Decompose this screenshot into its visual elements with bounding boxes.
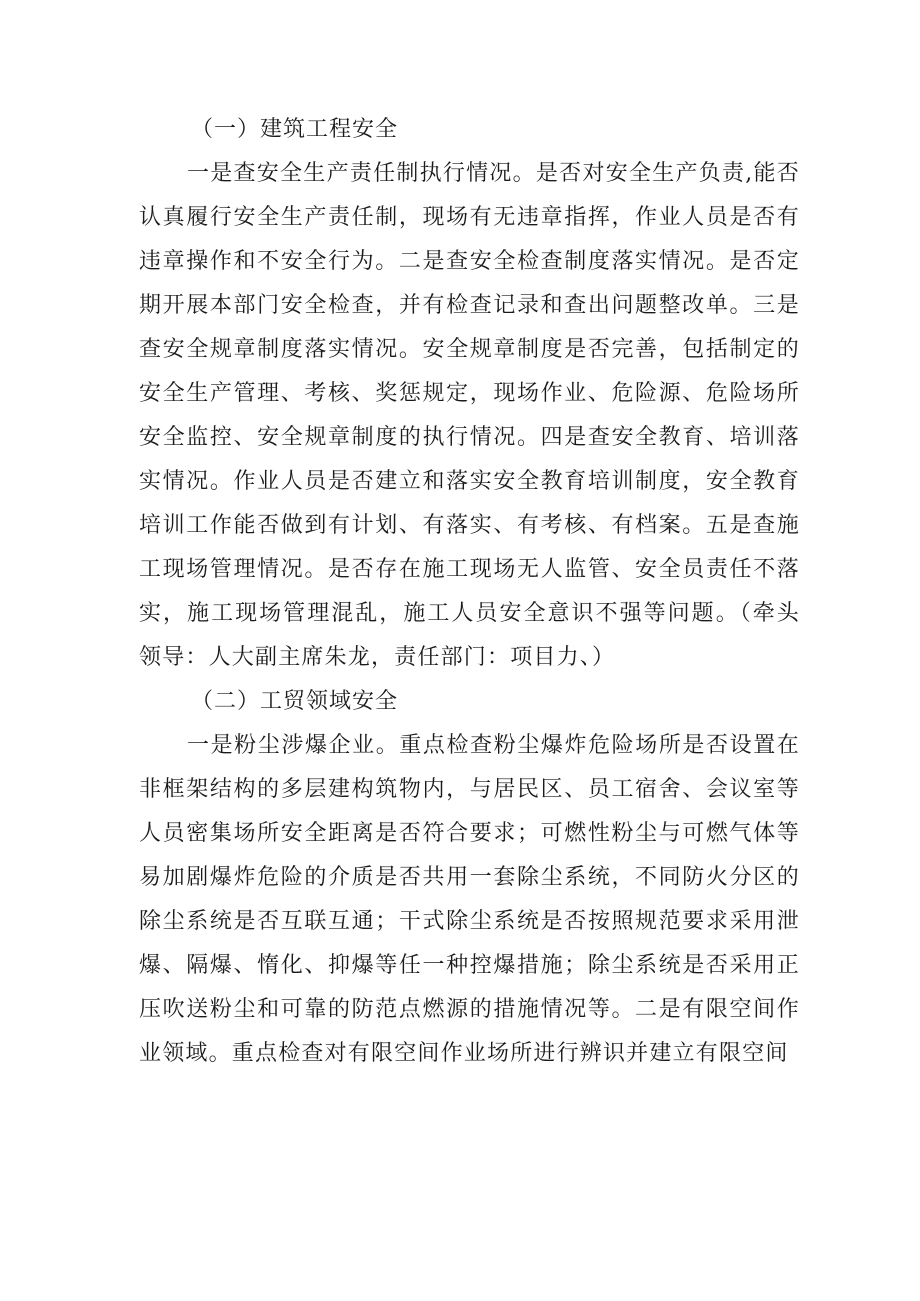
section-paragraph-construction-safety: 一是查安全生产责任制执行情况。是否对安全生产负责,能否认真履行安全生产责任制，现场有无违章指挥，作业人员是否有违章操作和不安全行为。二是查安全检查制度落实情况。是否定期开展本部门安全检查，并有检查记录和查出问题整改单。三是查安全规章制度落实情况。安全规章制度是否完善，包括制定的安全生产管理、考核、奖惩规定，现场作业、危险源、危险场所安全监控、安全规章制度的执行情况。四是查安全教育、培训落实情况。作业人员是否建立和落实安全教育培训制度，安全教育培训工作能否做到有计划、有落实、有考核、有档案。五是查施工现场管理情况。是否存在施工现场无人监管、安全员责任不落实，施工现场管理混乱，施工人员安全意识不强等问题。（牵头领导：人大副主席朱龙，责任部门：项目力、） (139, 161, 800, 670)
section-heading-industry-trade-safety: （二）工贸领域安全 (191, 689, 399, 714)
section-paragraph-industry-trade-safety: 一是粉尘涉爆企业。重点检查粉尘爆炸危险场所是否设置在非框架结构的多层建构筑物内，与居民区、员工宿舍、会议室等人员密集场所安全距离是否符合要求；可燃性粉尘与可燃气体等易加剧爆炸危险的介质是否共用一套除尘系统，不同防火分区的除尘系统是否互联互通；干式除尘系统是否按照规范要求采用泄爆、隔爆、惰化、抑爆等任一种控爆措施；除尘系统是否采用正压吹送粉尘和可靠的防范点燃源的措施情况等。二是有限空间作业领域。重点检查对有限空间作业场所进行辨识并建立有限空间 (139, 733, 800, 1066)
section-heading-construction-safety: （一）建筑工程安全 (191, 117, 399, 142)
